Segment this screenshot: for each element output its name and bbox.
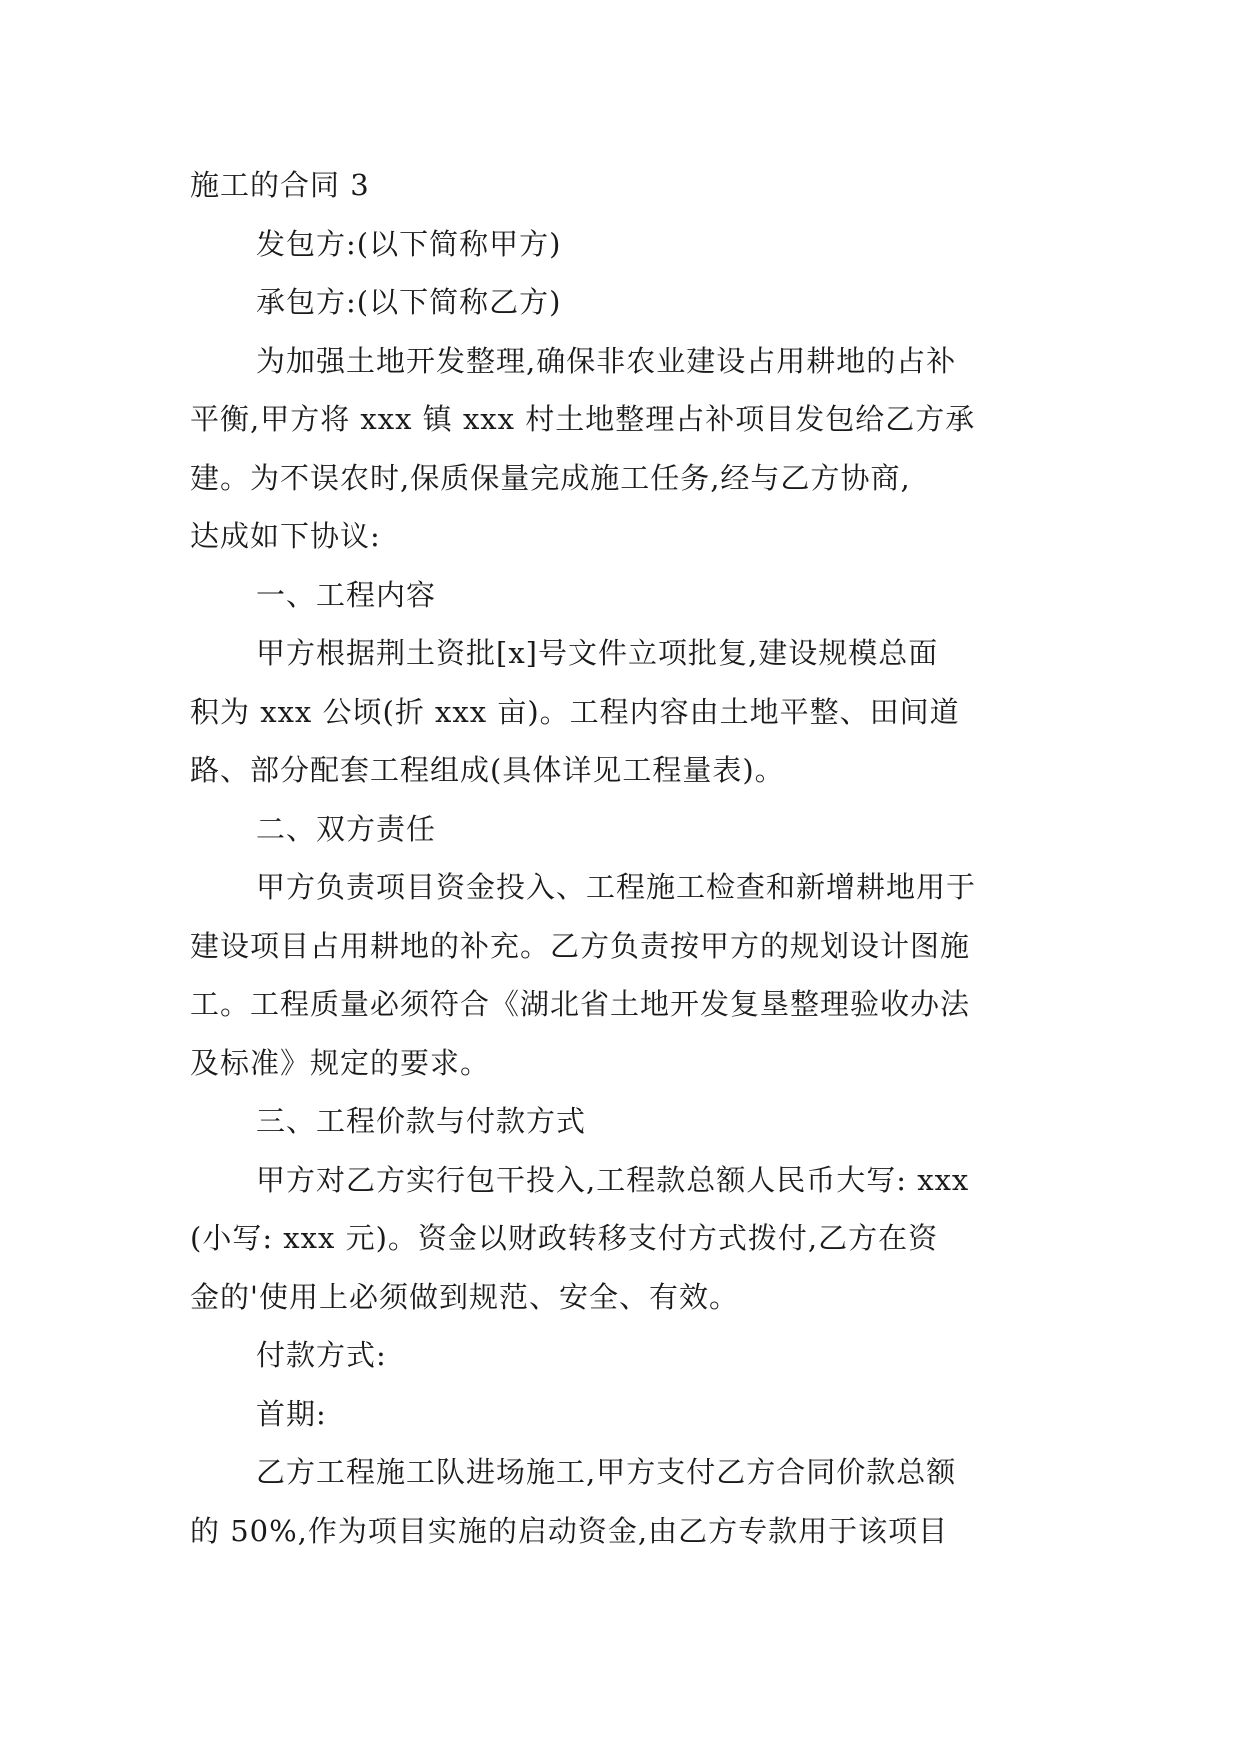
text-line: 首期: — [256, 1396, 327, 1431]
text-line: (小写: xxx 元)。资金以财政转移支付方式拨付,乙方在资 — [190, 1221, 939, 1255]
text-line: 工。工程质量必须符合《湖北省土地开发复垦整理验收办法 — [190, 987, 971, 1021]
document-body — [190, 156, 1050, 1560]
text-line: 建。为不误农时,保质保量完成施工任务,经与乙方协商, — [190, 460, 911, 495]
text-line: 承包方:(以下简称乙方) — [256, 285, 562, 319]
text-line: 积为 xxx 公顷(折 xxx 亩)。工程内容由土地平整、田间道 — [190, 694, 960, 729]
text-line: 甲方对乙方实行包干投入,工程款总额人民币大写: xxx — [256, 1162, 970, 1197]
document-title: 施工的合同 3 — [190, 168, 370, 202]
text-line: 达成如下协议: — [190, 519, 381, 553]
text-line: 甲方负责项目资金投入、工程施工检查和新增耕地用于 — [256, 870, 977, 904]
text-line: 二、双方责任 — [256, 811, 437, 846]
text-line: 乙方工程施工队进场施工,甲方支付乙方合同价款总额 — [256, 1455, 957, 1489]
text-line: 发包方:(以下简称甲方) — [256, 226, 562, 261]
text-line: 金的'使用上必须做到规范、安全、有效。 — [190, 1279, 739, 1314]
text-line: 路、部分配套工程组成(具体详见工程量表)。 — [190, 753, 785, 787]
text-line: 平衡,甲方将 xxx 镇 xxx 村土地整理占补项目发包给乙方承 — [190, 402, 976, 436]
text-line: 三、工程价款与付款方式 — [256, 1104, 587, 1138]
text-line: 一、工程内容 — [256, 577, 437, 612]
text-line: 为加强土地开发整理,确保非农业建设占用耕地的占补 — [256, 343, 957, 378]
text-line: 及标准》规定的要求。 — [190, 1045, 491, 1080]
text-line: 付款方式: — [256, 1338, 387, 1372]
text-line: 甲方根据荆土资批[x]号文件立项批复,建设规模总面 — [256, 636, 939, 670]
text-line: 的 50%,作为项目实施的启动资金,由乙方专款用于该项目 — [190, 1513, 949, 1548]
text-line: 建设项目占用耕地的补充。乙方负责按甲方的规划设计图施 — [190, 928, 971, 963]
